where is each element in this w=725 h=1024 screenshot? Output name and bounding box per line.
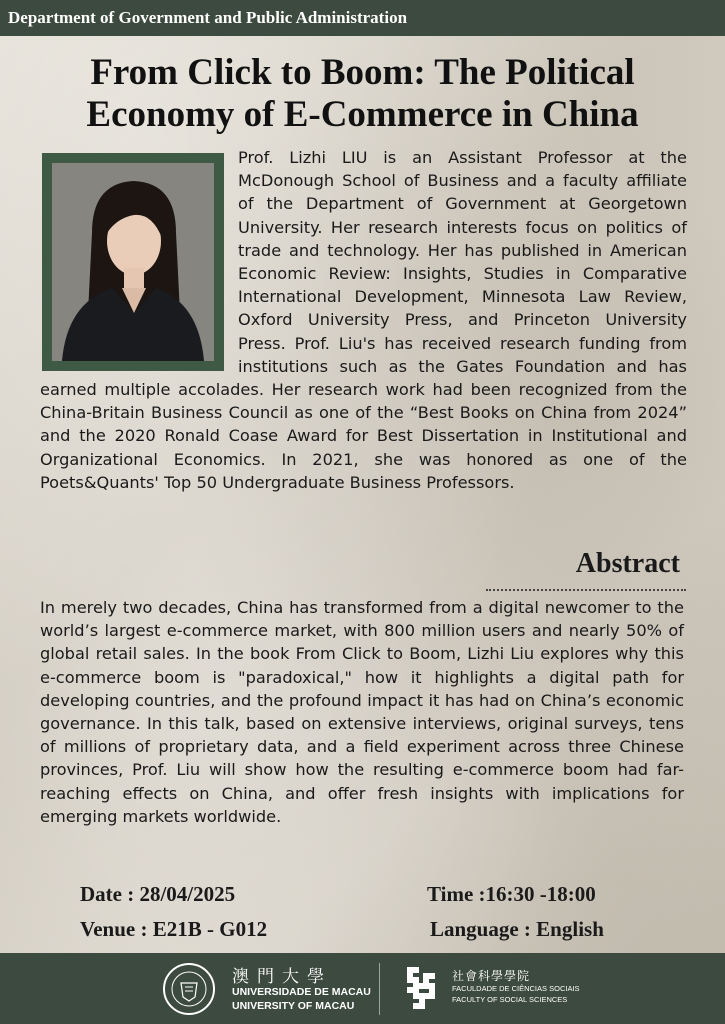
abstract-dotted-rule — [486, 589, 686, 591]
event-date: Date : 28/04/2025 — [80, 882, 236, 906]
university-seal-icon — [163, 963, 215, 1015]
fss-logo-icon — [405, 963, 443, 1013]
footer-divider — [379, 963, 380, 1015]
um-name-chinese: 澳門大學 — [232, 967, 332, 987]
footer — [0, 953, 725, 1024]
department-header: Department of Government and Public Administration — [0, 0, 725, 36]
title-line-1: From Click to Boom: The Political — [90, 52, 635, 93]
event-venue: Venue : E21B - G012 — [80, 917, 268, 941]
title-line-2: Economy of E-Commerce in China — [86, 94, 639, 135]
photo-spacer — [40, 146, 238, 374]
fss-name-english: FACULTY OF SOCIAL SCIENCES — [452, 995, 568, 1004]
event-language: Language : English — [430, 917, 604, 941]
um-name-english: UNIVERSITY OF MACAU — [232, 1000, 355, 1012]
fss-name-portuguese: FACULDADE DE CIÊNCIAS SOCIAIS — [452, 984, 580, 993]
abstract-heading: Abstract — [575, 548, 680, 579]
fss-name-chinese: 社會科學學院 — [452, 969, 531, 983]
speaker-bio — [40, 146, 687, 494]
page-title — [0, 52, 725, 136]
um-name-portuguese: UNIVERSIDADE DE MACAU — [232, 986, 371, 998]
event-time: Time :16:30 -18:00 — [427, 882, 596, 906]
abstract-text: In merely two decades, China has transformed from a digital newcomer to the world’s largest e-commerce market, with 800 million users and nearly 50% of global retail sales. In the book From Click to Boom, Lizhi Liu explores why this e-commerce boom is "paradoxical," how it highlights a digital path for developing countries, and the profound impact it has had on China’s economic governance. In this talk, based on extensive interviews, original surveys, tens of millions of proprietary data, and a field experiment across three Chinese provinces, Prof. Liu will show how the resulting e-commerce boom had far-reaching effects on China, and offer fresh insights with implications for emerging markets worldwide. — [40, 598, 684, 826]
bio-text: Prof. Lizhi LIU is an Assistant Professor at the McDonough School of Business and a faculty affiliate of the Department of Government at Georgetown University. Her research interests focus on politics of trade and technology. Her has published in American Economic Review: Insights, Studies in Comparative International Development, Minnesota Law Review, Oxford University Press, and Princeton University Press. Prof. Liu's has received research funding from institutions such as the Gates Foundation and has earned multiple accolades. Her research work had been recognized from the China-Britain Business Council as one of the “Best Books on China from 2024” and the 2020 Ronald Coase Award for Best Dissertation in Institutional and Organizational Economics. In 2021, she was honored as one of the Poets&Quants' Top 50 Undergraduate Business Professors. — [40, 148, 687, 492]
